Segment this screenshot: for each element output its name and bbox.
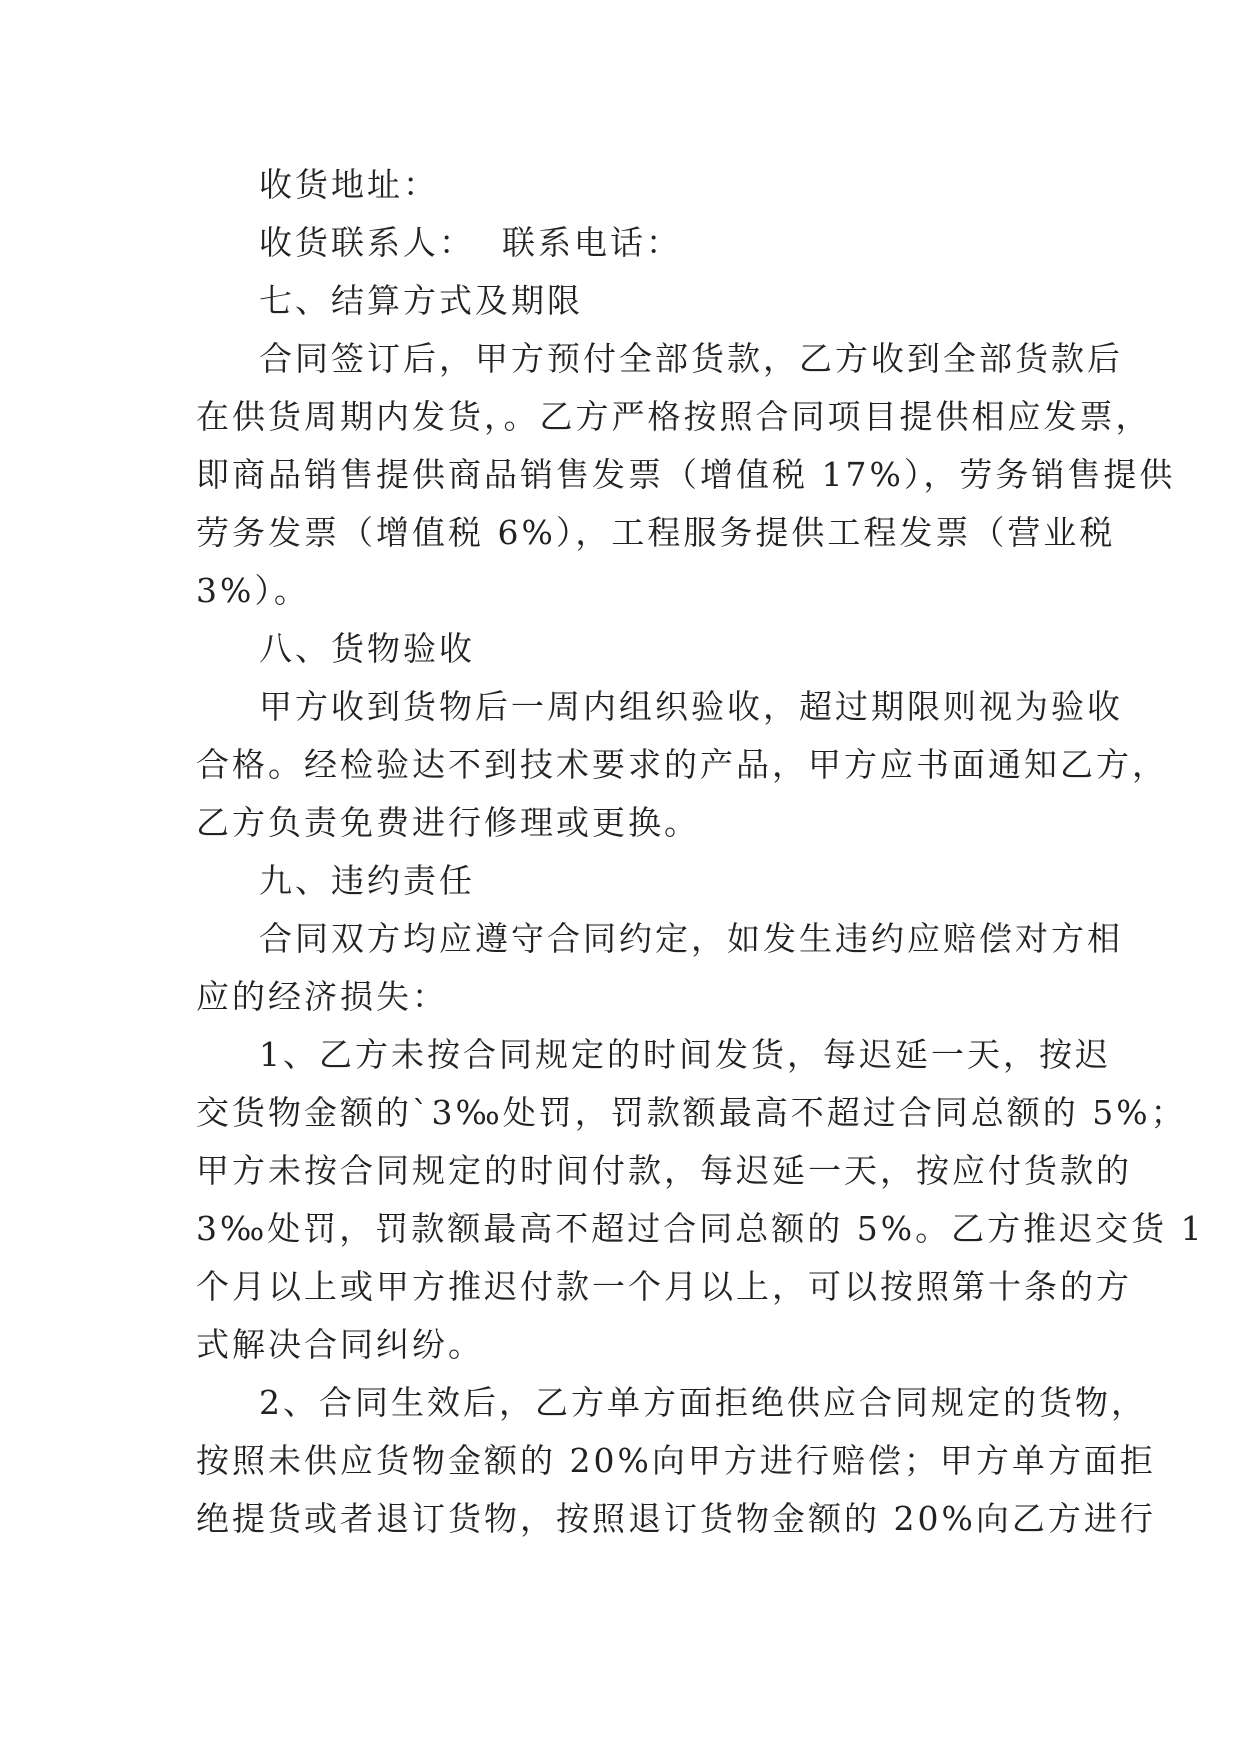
text-line: 个月以上或甲方推迟付款一个月以上，可以按照第十条的方 (196, 1267, 1132, 1306)
text-line: 合格。经检验达不到技术要求的产品，甲方应书面通知乙方， (196, 745, 1168, 784)
document-body (196, 156, 1205, 1548)
text-line: 即商品销售提供商品销售发票（增值税 17%），劳务销售提供 (196, 455, 1176, 494)
text-line: 劳务发票（增值税 6%），工程服务提供工程发票（营业税 (196, 513, 1116, 552)
text-line: 2、合同生效后，乙方单方面拒绝供应合同规定的货物， (259, 1383, 1147, 1422)
section-heading: 七、结算方式及期限 (259, 281, 583, 320)
text-line: 3‰处罚，罚款额最高不超过合同总额的 5%。乙方推迟交货 1 (196, 1209, 1205, 1248)
text-line: 1、乙方未按合同规定的时间发货，每迟延一天，按迟 (259, 1035, 1111, 1074)
text-line: 按照未供应货物金额的 20%向甲方进行赔偿；甲方单方面拒 (196, 1441, 1156, 1480)
section-heading: 九、违约责任 (259, 861, 475, 900)
text-line: 合同签订后，甲方预付全部货款，乙方收到全部货款后 (259, 339, 1123, 378)
text-line: 收货联系人： 联系电话： (259, 223, 682, 262)
text-line: 甲方未按合同规定的时间付款，每迟延一天，按应付货款的 (196, 1151, 1132, 1190)
text-line: 甲方收到货物后一周内组织验收，超过期限则视为验收 (259, 687, 1123, 726)
text-line: 绝提货或者退订货物，按照退订货物金额的 20%向乙方进行 (196, 1499, 1156, 1538)
text-line: 合同双方均应遵守合同约定，如发生违约应赔偿对方相 (259, 919, 1123, 958)
text-line: 交货物金额的`3‰处罚，罚款额最高不超过合同总额的 5%； (196, 1093, 1187, 1132)
text-line: 3%）。 (196, 571, 310, 610)
text-line: 乙方负责免费进行修理或更换。 (196, 803, 700, 842)
text-line: 收货地址： (259, 165, 439, 204)
section-heading: 八、货物验收 (259, 629, 475, 668)
text-line: 在供货周期内发货，。乙方严格按照合同项目提供相应发票， (196, 397, 1152, 436)
text-line: 应的经济损失： (196, 977, 448, 1016)
text-line: 式解决合同纠纷。 (196, 1325, 484, 1364)
